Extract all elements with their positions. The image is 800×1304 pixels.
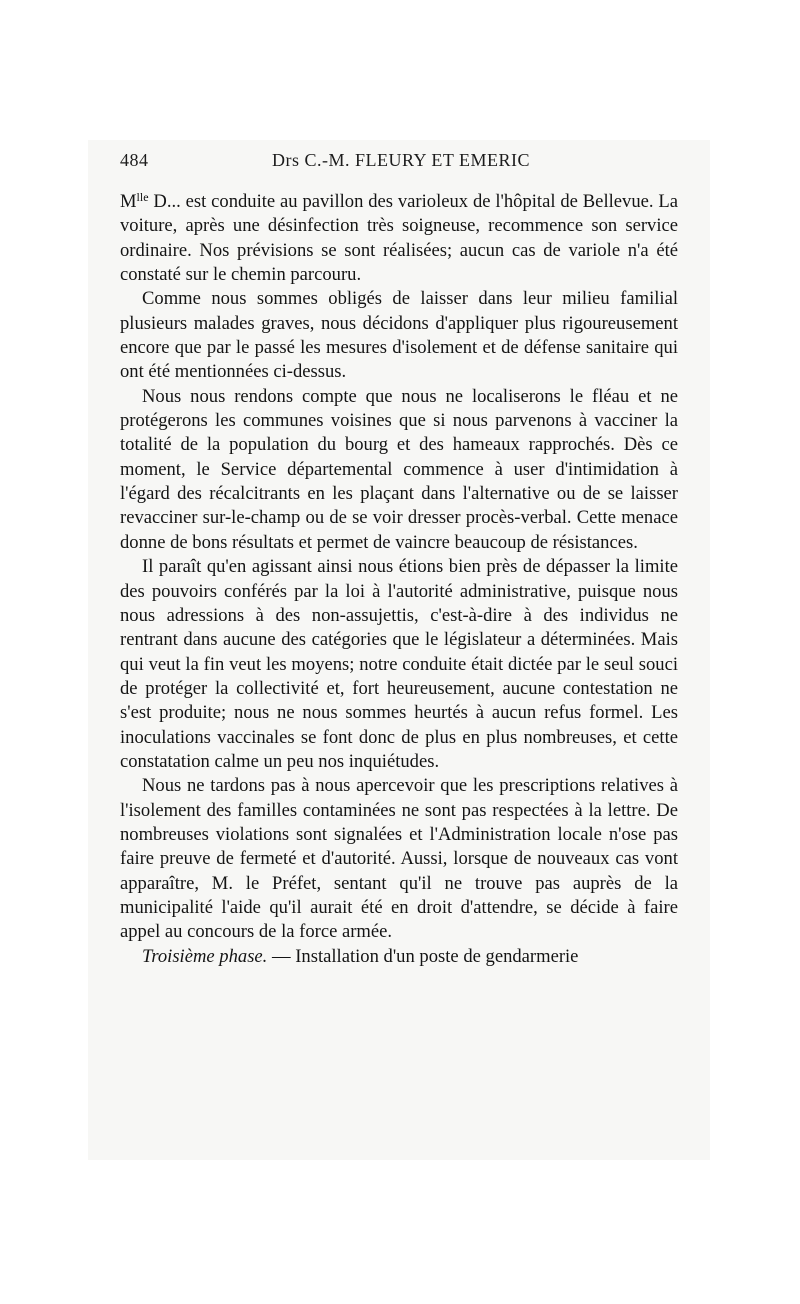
paragraph-4: Il paraît qu'en agissant ainsi nous étions bien près de dépasser la limite des pouvoirs conférés par la loi à l'autorité administrative, puisque nous nous adressions à des non-assujettis, c'est-à-dire à des individus ne rentrant dans aucune des catégories que le législateur a déterminées. Mais qui veut la fin veut les moyens; notre conduite était dictée par le seul souci de protéger la collectivité et, fort heureusement, aucune contestation ne s'est produite; nous ne nous sommes heurtés à aucun refus formel. Les inoculations vaccinales se font donc de plus en plus nombreuses, et cette constatation calme un peu nos inquiétudes. — [120, 556, 678, 772]
section-heading: Troisième phase. — [142, 945, 268, 967]
paragraph-1 — [120, 185, 678, 287]
paragraph-6-text: — Installation d'un poste de gendarmerie — [267, 945, 579, 967]
paragraph-1-superscript: lle — [136, 190, 149, 204]
paragraph-6 — [120, 945, 678, 969]
paragraph-2: Comme nous sommes obligés de laisser dans leur milieu familial plusieurs malades graves, nous décidons d'appliquer plus rigoureusement encore que par le passé les mesures d'isolement et de défense sanitaire qui ont été mentionnées ci-dessus. — [120, 288, 678, 383]
paragraph-3: Nous nous rendons compte que nous ne localiserons le fléau et ne protégerons les communes voisines que si nous parvenons à vacciner la totalité de la population du bourg et des hameaux rapprochés. Dès ce moment, le Service départemental commence à user d'intimidation à l'égard des récalcitrants en les plaçant dans l'alternative ou de se laisser revacciner sur-le-champ ou de se voir dresser procès-verbal. Cette menace donne de bons résultats et permet de vaincre beaucoup de résistances. — [120, 385, 678, 553]
page-header — [120, 150, 678, 174]
body-text — [120, 185, 678, 969]
page-number: 484 — [120, 150, 149, 170]
paragraph-1-text: D... est conduite au pavillon des varioleux de l'hôpital de Bellevue. La voiture, après une désinfection très soigneuse, recommence son service ordinaire. Nos prévisions se sont réalisées; aucun cas de variole n'a été constaté sur le chemin parcouru. — [120, 191, 678, 286]
paragraph-5: Nous ne tardons pas à nous apercevoir que les prescriptions relatives à l'isolement des familles contaminées ne sont pas respectées à la lettre. De nombreuses violations sont signalées et l'Administration locale n'ose pas faire preuve de fermeté et d'autorité. Aussi, lorsque de nouveaux cas vont apparaître, M. le Préfet, sentant qu'il ne trouve pas auprès de la municipalité l'aide qu'il aurait été en droit d'attendre, se décide à faire appel au concours de la force armée. — [120, 775, 678, 943]
paragraph-1-prefix: M — [120, 191, 137, 212]
running-head: Drs C.-M. FLEURY ET EMERIC — [272, 150, 531, 170]
